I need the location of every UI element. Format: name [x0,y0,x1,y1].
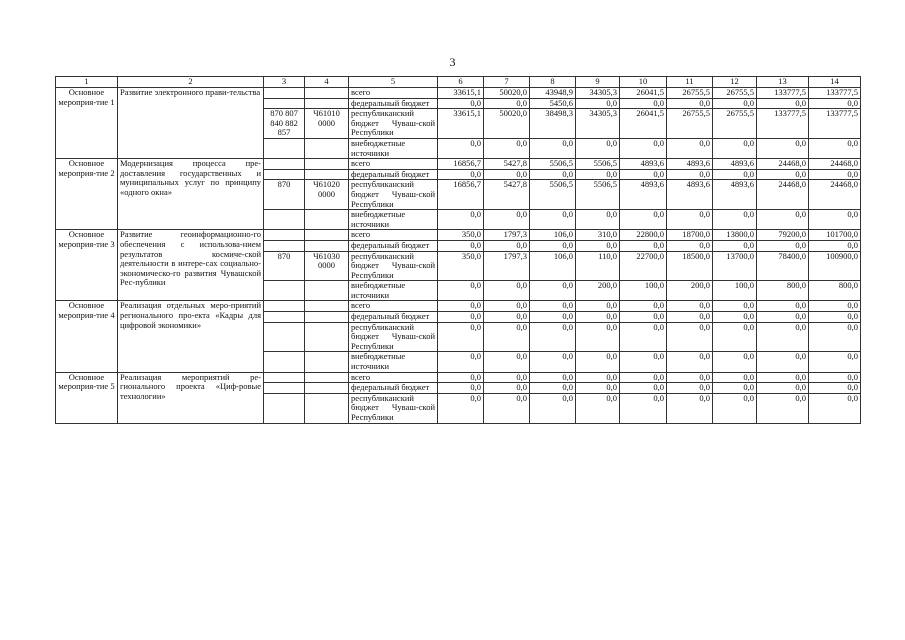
amount-cell: 350,0 [438,230,484,241]
amount-cell: 0,0 [576,322,620,352]
amount-cell: 0,0 [620,169,667,180]
amount-cell: 0,0 [713,169,757,180]
amount-cell: 34305,3 [576,88,620,99]
amount-cell: 0,0 [620,393,667,423]
amount-cell: 100,0 [620,281,667,301]
amount-cell: 0,0 [667,312,713,323]
amount-cell: 0,0 [809,98,861,109]
amount-cell: 110,0 [576,251,620,281]
csr-code [305,88,349,99]
amount-cell: 0,0 [713,98,757,109]
amount-cell: 18700,0 [667,230,713,241]
csr-code [305,138,349,158]
amount-cell: 0,0 [713,312,757,323]
amount-cell: 0,0 [713,240,757,251]
amount-cell: 0,0 [809,169,861,180]
amount-cell: 0,0 [809,372,861,383]
amount-cell: 106,0 [530,251,576,281]
csr-code: Ч61020 0000 [305,180,349,210]
header-cell: 2 [118,77,264,88]
amount-cell: 0,0 [713,301,757,312]
amount-cell: 0,0 [484,393,530,423]
budget-code [264,312,305,323]
amount-cell: 0,0 [484,210,530,230]
amount-cell: 0,0 [576,372,620,383]
amount-cell: 22800,0 [620,230,667,241]
budget-code [264,372,305,383]
funding-source: федеральный бюджет [349,383,438,394]
amount-cell: 0,0 [576,240,620,251]
amount-cell: 5450,6 [530,98,576,109]
amount-cell: 0,0 [484,383,530,394]
funding-source: федеральный бюджет [349,169,438,180]
header-row [56,77,861,88]
amount-cell: 0,0 [757,301,809,312]
amount-cell: 0,0 [667,210,713,230]
amount-cell: 0,0 [620,372,667,383]
amount-cell: 0,0 [484,169,530,180]
amount-cell: 26755,5 [667,109,713,139]
amount-cell: 200,0 [667,281,713,301]
amount-cell: 133777,5 [809,88,861,99]
amount-cell: 26041,5 [620,88,667,99]
amount-cell: 0,0 [757,138,809,158]
funding-source: федеральный бюджет [349,312,438,323]
amount-cell: 0,0 [713,383,757,394]
amount-cell: 5427,8 [484,159,530,170]
funding-source: внебюджетные источники [349,210,438,230]
budget-code [264,169,305,180]
activity-label: Основное мероприя-тие 1 [56,88,118,159]
page-number: 3 [449,55,456,69]
header-cell: 9 [576,77,620,88]
activity-name: Реализация отдельных меро-приятий регионального про-екта «Кадры для цифровой экономики» [118,301,264,372]
amount-cell: 4893,6 [713,180,757,210]
amount-cell: 0,0 [667,98,713,109]
budget-code [264,383,305,394]
amount-cell: 0,0 [713,372,757,383]
amount-cell: 0,0 [576,352,620,372]
amount-cell: 0,0 [667,301,713,312]
amount-cell: 18500,0 [667,251,713,281]
activity-label: Основное мероприя-тие 2 [56,159,118,230]
header-cell: 4 [305,77,349,88]
amount-cell: 133777,5 [809,109,861,139]
budget-code [264,393,305,423]
amount-cell: 38498,3 [530,109,576,139]
budget-code [264,138,305,158]
amount-cell: 24468,0 [809,159,861,170]
amount-cell: 0,0 [484,301,530,312]
funding-source: республиканский бюджет Чуваш-ской Республики [349,251,438,281]
budget-code [264,281,305,301]
amount-cell: 0,0 [620,240,667,251]
amount-cell: 100900,0 [809,251,861,281]
csr-code [305,322,349,352]
amount-cell: 0,0 [809,210,861,230]
csr-code [305,98,349,109]
amount-cell: 0,0 [757,383,809,394]
header-cell: 3 [264,77,305,88]
amount-cell: 13800,0 [713,230,757,241]
amount-cell: 0,0 [576,312,620,323]
amount-cell: 0,0 [620,352,667,372]
amount-cell: 0,0 [530,301,576,312]
amount-cell: 5506,5 [576,180,620,210]
table-body [56,77,861,424]
amount-cell: 0,0 [530,372,576,383]
amount-cell: 0,0 [530,393,576,423]
funding-source: республиканский бюджет Чуваш-ской Республики [349,393,438,423]
amount-cell: 0,0 [484,281,530,301]
funding-source: всего [349,230,438,241]
funding-source: внебюджетные источники [349,352,438,372]
amount-cell: 0,0 [438,138,484,158]
amount-cell: 0,0 [576,383,620,394]
activity-label: Основное мероприя-тие 4 [56,301,118,372]
csr-code [305,159,349,170]
header-cell: 11 [667,77,713,88]
header-cell: 8 [530,77,576,88]
csr-code [305,312,349,323]
amount-cell: 5506,5 [530,159,576,170]
funding-source: внебюджетные источники [349,138,438,158]
amount-cell: 106,0 [530,230,576,241]
amount-cell: 0,0 [809,301,861,312]
amount-cell: 0,0 [576,169,620,180]
csr-code [305,393,349,423]
amount-cell: 0,0 [576,301,620,312]
amount-cell: 26041,5 [620,109,667,139]
header-cell: 13 [757,77,809,88]
amount-cell: 0,0 [530,383,576,394]
amount-cell: 0,0 [667,383,713,394]
budget-code: 870 807 840 882 857 [264,109,305,139]
amount-cell: 0,0 [620,383,667,394]
amount-cell: 0,0 [809,312,861,323]
amount-cell: 4893,6 [713,159,757,170]
funding-source: республиканский бюджет Чуваш-ской Республики [349,180,438,210]
amount-cell: 0,0 [809,393,861,423]
amount-cell: 0,0 [713,210,757,230]
budget-code: 870 [264,180,305,210]
amount-cell: 0,0 [757,98,809,109]
amount-cell: 0,0 [809,383,861,394]
amount-cell: 0,0 [438,372,484,383]
amount-cell: 0,0 [576,393,620,423]
amount-cell: 0,0 [667,372,713,383]
amount-cell: 24468,0 [757,180,809,210]
amount-cell: 0,0 [438,312,484,323]
funding-source: всего [349,301,438,312]
activity-name: Развитие геоинформационно-го обеспечения с использова-нием результатов космиче-ской деятельности в интере-сах социально-экономическо-го развития Чувашской Рес-публики [118,230,264,301]
amount-cell: 4893,6 [667,159,713,170]
amount-cell: 0,0 [667,352,713,372]
amount-cell: 0,0 [438,169,484,180]
amount-cell: 1797,3 [484,230,530,241]
csr-code: Ч61010 0000 [305,109,349,139]
amount-cell: 100,0 [713,281,757,301]
amount-cell: 0,0 [757,312,809,323]
amount-cell: 0,0 [530,352,576,372]
csr-code [305,372,349,383]
amount-cell: 26755,5 [713,88,757,99]
amount-cell: 0,0 [438,322,484,352]
amount-cell: 0,0 [667,138,713,158]
csr-code [305,240,349,251]
amount-cell: 0,0 [757,169,809,180]
header-cell: 14 [809,77,861,88]
amount-cell: 33615,1 [438,88,484,99]
amount-cell: 4893,6 [620,180,667,210]
csr-code [305,230,349,241]
amount-cell: 0,0 [620,210,667,230]
header-cell: 5 [349,77,438,88]
amount-cell: 0,0 [438,98,484,109]
csr-code [305,352,349,372]
activity-name: Реализация мероприятий ре-гионального проекта «Циф-ровые технологии» [118,372,264,423]
amount-cell: 5427,8 [484,180,530,210]
amount-cell: 0,0 [484,322,530,352]
amount-cell: 0,0 [530,210,576,230]
amount-cell: 0,0 [667,169,713,180]
amount-cell: 13700,0 [713,251,757,281]
amount-cell: 200,0 [576,281,620,301]
budget-code [264,301,305,312]
amount-cell: 24468,0 [809,180,861,210]
amount-cell: 133777,5 [757,88,809,99]
amount-cell: 0,0 [484,352,530,372]
csr-code [305,281,349,301]
amount-cell: 24468,0 [757,159,809,170]
csr-code [305,383,349,394]
csr-code [305,169,349,180]
amount-cell: 50020,0 [484,109,530,139]
amount-cell: 0,0 [530,138,576,158]
amount-cell: 0,0 [576,138,620,158]
header-cell: 6 [438,77,484,88]
amount-cell: 43948,9 [530,88,576,99]
header-cell: 10 [620,77,667,88]
activity-name: Развитие электронного прави-тельства [118,88,264,159]
budget-code [264,159,305,170]
amount-cell: 0,0 [667,240,713,251]
amount-cell: 0,0 [530,322,576,352]
amount-cell: 1797,3 [484,251,530,281]
amount-cell: 22700,0 [620,251,667,281]
amount-cell: 0,0 [757,352,809,372]
funding-source: федеральный бюджет [349,240,438,251]
amount-cell: 16856,7 [438,159,484,170]
amount-cell: 0,0 [809,352,861,372]
amount-cell: 800,0 [809,281,861,301]
activity-label: Основное мероприя-тие 5 [56,372,118,423]
amount-cell: 0,0 [620,138,667,158]
budget-code [264,210,305,230]
amount-cell: 0,0 [484,98,530,109]
amount-cell: 0,0 [530,312,576,323]
amount-cell: 5506,5 [576,159,620,170]
funding-source: всего [349,159,438,170]
amount-cell: 800,0 [757,281,809,301]
activity-name: Модернизация процесса пре-доставления государственных и муниципальных услуг по принципу «одного окна» [118,159,264,230]
budget-code [264,230,305,241]
amount-cell: 0,0 [620,312,667,323]
amount-cell: 0,0 [438,281,484,301]
amount-cell: 0,0 [576,98,620,109]
funding-source: всего [349,372,438,383]
budget-code: 870 [264,251,305,281]
amount-cell: 0,0 [809,240,861,251]
header-cell: 12 [713,77,757,88]
header-cell: 1 [56,77,118,88]
amount-cell: 0,0 [620,322,667,352]
funding-source: внебюджетные источники [349,281,438,301]
amount-cell: 78400,0 [757,251,809,281]
budget-code [264,240,305,251]
budget-code [264,352,305,372]
budget-code [264,322,305,352]
amount-cell: 0,0 [438,352,484,372]
amount-cell: 16856,7 [438,180,484,210]
amount-cell: 0,0 [620,98,667,109]
amount-cell: 0,0 [713,393,757,423]
amount-cell: 0,0 [576,210,620,230]
amount-cell: 0,0 [713,322,757,352]
amount-cell: 0,0 [530,281,576,301]
amount-cell: 0,0 [484,372,530,383]
table-row [56,372,861,383]
amount-cell: 0,0 [438,210,484,230]
amount-cell: 0,0 [667,393,713,423]
amount-cell: 5506,5 [530,180,576,210]
amount-cell: 0,0 [620,301,667,312]
amount-cell: 0,0 [438,383,484,394]
amount-cell: 310,0 [576,230,620,241]
amount-cell: 50020,0 [484,88,530,99]
funding-source: республиканский бюджет Чуваш-ской Республики [349,322,438,352]
funding-source: всего [349,88,438,99]
table-row [56,301,861,312]
amount-cell: 0,0 [484,138,530,158]
amount-cell: 0,0 [757,372,809,383]
budget-table [55,76,861,424]
amount-cell: 0,0 [438,393,484,423]
activity-label: Основное мероприя-тие 3 [56,230,118,301]
budget-code [264,88,305,99]
amount-cell: 0,0 [713,138,757,158]
table-row [56,88,861,99]
amount-cell: 0,0 [757,210,809,230]
csr-code [305,210,349,230]
amount-cell: 0,0 [713,352,757,372]
amount-cell: 0,0 [809,322,861,352]
amount-cell: 34305,3 [576,109,620,139]
amount-cell: 79200,0 [757,230,809,241]
amount-cell: 101700,0 [809,230,861,241]
amount-cell: 26755,5 [667,88,713,99]
funding-source: республиканский бюджет Чуваш-ской Республики [349,109,438,139]
amount-cell: 0,0 [484,312,530,323]
amount-cell: 350,0 [438,251,484,281]
csr-code [305,301,349,312]
amount-cell: 0,0 [809,138,861,158]
csr-code: Ч61030 0000 [305,251,349,281]
amount-cell: 0,0 [667,322,713,352]
amount-cell: 4893,6 [620,159,667,170]
amount-cell: 0,0 [530,169,576,180]
table-row [56,230,861,241]
amount-cell: 0,0 [530,240,576,251]
amount-cell: 4893,6 [667,180,713,210]
amount-cell: 0,0 [484,240,530,251]
amount-cell: 0,0 [438,301,484,312]
funding-source: федеральный бюджет [349,98,438,109]
amount-cell: 0,0 [757,393,809,423]
table-row [56,159,861,170]
header-cell: 7 [484,77,530,88]
amount-cell: 33615,1 [438,109,484,139]
amount-cell: 0,0 [757,322,809,352]
amount-cell: 0,0 [438,240,484,251]
amount-cell: 26755,5 [713,109,757,139]
amount-cell: 133777,5 [757,109,809,139]
amount-cell: 0,0 [757,240,809,251]
budget-code [264,98,305,109]
